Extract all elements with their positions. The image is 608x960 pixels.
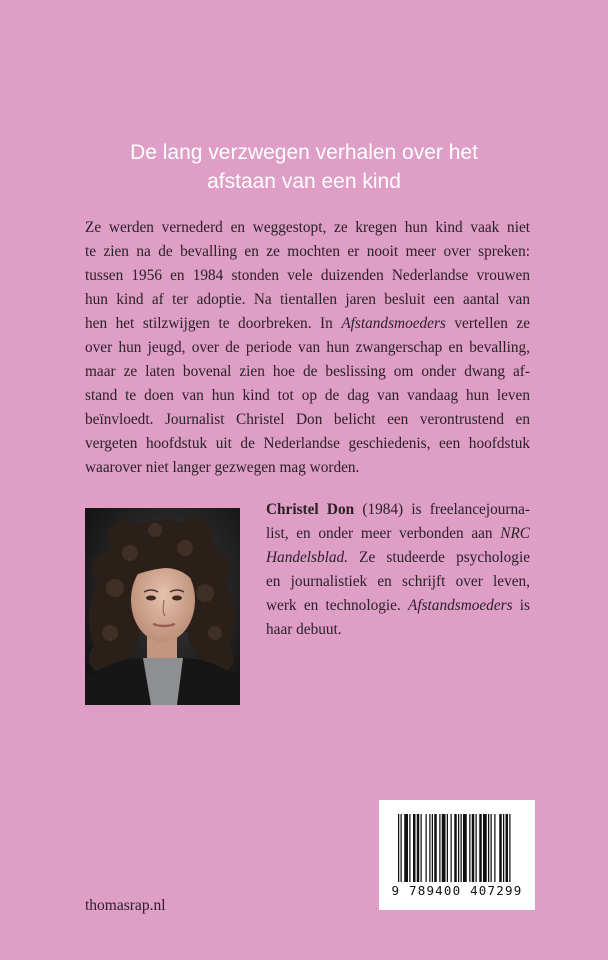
blurb-line: maar ze laten bovenal zien hoe de beslissing om onder dwang af- (85, 363, 530, 380)
blurb-line: vergeten hoofdstuk uit de Nederlandse geschiedenis, een hoofdstuk (85, 435, 530, 452)
blurb-line: hun kind af ter adoptie. Na tientallen jaren besluit een aantal van (85, 291, 530, 308)
blurb-line: Ze werden vernederd en weggestopt, ze kregen hun kind vaak niet (85, 219, 530, 236)
isbn-barcode (379, 800, 535, 910)
book-title-italic: Afstandsmoeders (408, 597, 513, 614)
isbn-number: 9 789400 407299 (391, 883, 523, 898)
bio-text: werk en technologie. (266, 597, 408, 614)
blurb-line: stand te doen van hun kind tot op de dag van vandaag hun leven (85, 387, 530, 404)
barcode-icon (398, 814, 516, 884)
author-photo (85, 508, 240, 705)
blurb-text: hen het stilzwijgen te doorbreken. In (85, 315, 342, 332)
bio-line: haar debuut. (266, 621, 342, 638)
bio-line (266, 594, 530, 618)
newspaper-name-italic: Handelsblad. (266, 549, 349, 566)
bio-line (266, 546, 530, 570)
newspaper-name-italic: NRC (500, 525, 530, 542)
headline (0, 138, 608, 196)
book-title-italic: Afstandsmoeders (341, 315, 446, 332)
bio-text: is (512, 597, 530, 614)
bio-line: en journalistiek en schrijft over leven, (266, 573, 530, 590)
headline-line-1: De lang verzwegen verhalen over het (130, 141, 478, 164)
author-name: Christel Don (266, 501, 355, 518)
bio-text: list, en onder meer verbonden aan (266, 525, 501, 542)
blurb-line: waarover niet langer gezwegen mag worden. (85, 459, 360, 476)
bio-line (266, 498, 530, 522)
blurb-line: tussen 1956 en 1984 stonden vele duizenden Nederlandse vrouwen (85, 267, 530, 284)
blurb-line: te zien na de bevalling en ze mochten er nooit meer over spreken: (85, 243, 530, 260)
headline-line-2: afstaan van een kind (207, 170, 401, 193)
bio-text: (1984) is freelancejourna- (354, 501, 530, 518)
blurb-line (85, 312, 530, 336)
blurb-line: beïnvloedt. Journalist Christel Don belicht een verontrustend en (85, 411, 530, 428)
blurb-line: over hun jeugd, over de periode van hun zwangerschap en bevalling, (85, 339, 530, 356)
author-bio (266, 498, 530, 642)
bio-line (266, 522, 530, 546)
blurb-paragraph (85, 216, 530, 480)
publisher-url: thomasrap.nl (85, 897, 166, 914)
blurb-text: vertellen ze (445, 315, 530, 332)
bio-text: Ze studeerde psychologie (348, 549, 530, 566)
